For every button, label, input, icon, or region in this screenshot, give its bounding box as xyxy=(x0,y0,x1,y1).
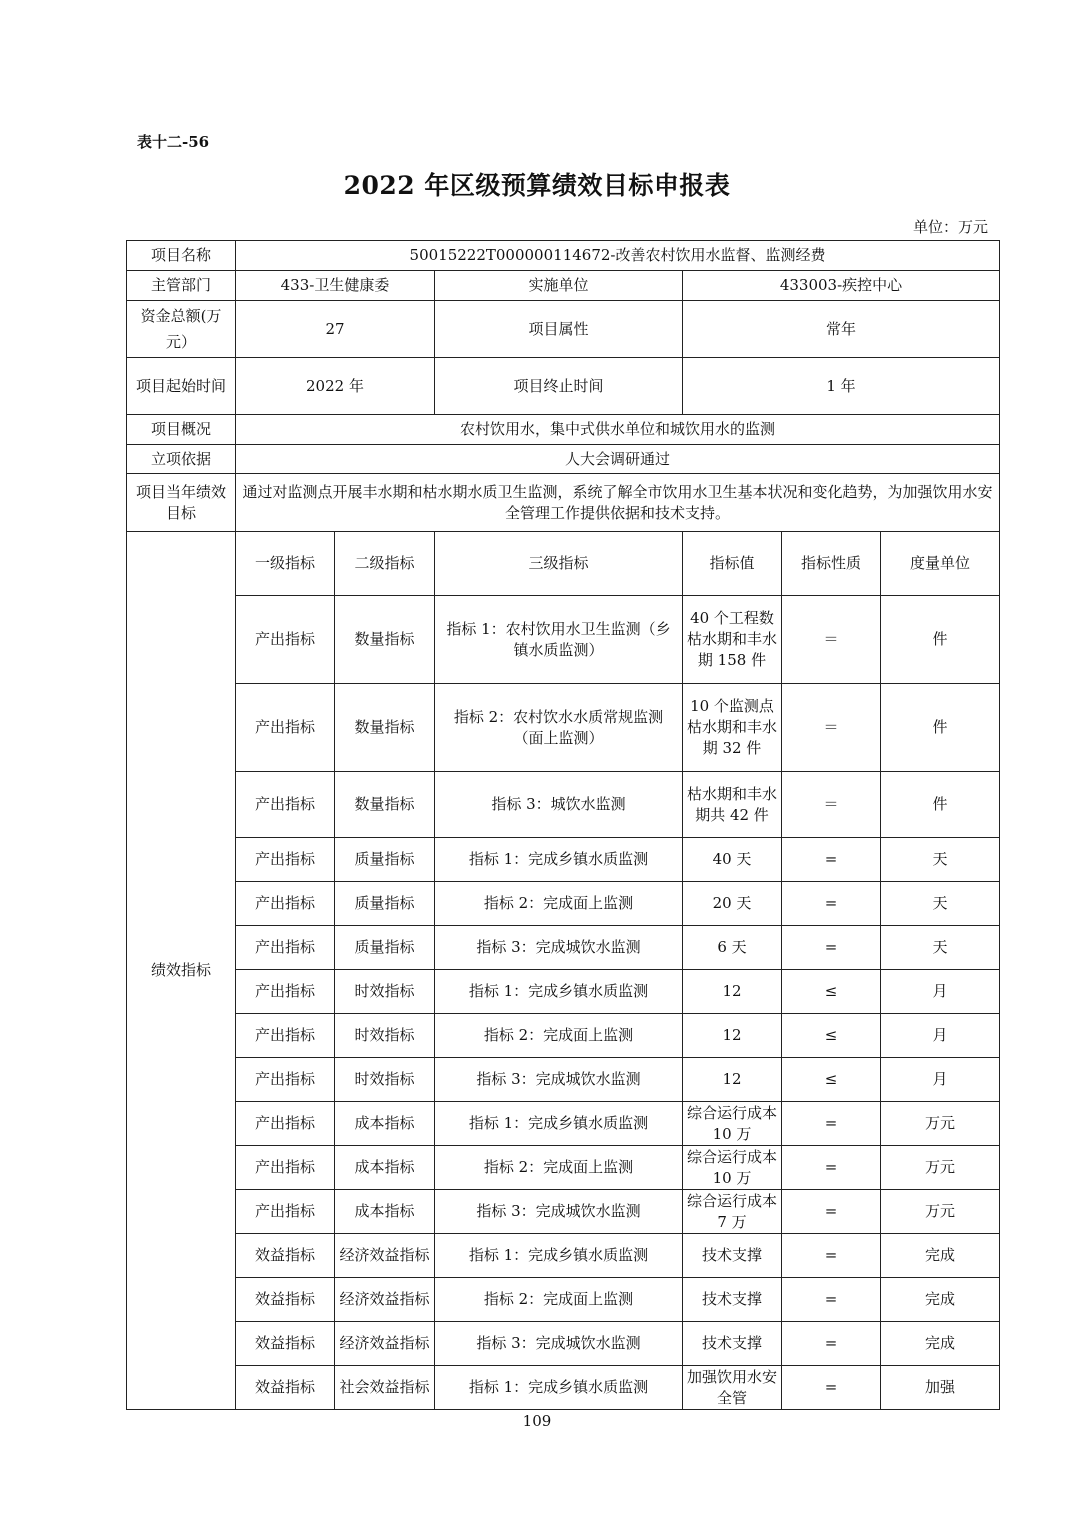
unit-cell: 件 xyxy=(881,684,1000,772)
nature-header: 指标性质 xyxy=(782,532,881,596)
level3-cell: 指标 3：完成城饮水监测 xyxy=(435,926,683,970)
indicator-row xyxy=(127,1234,1000,1278)
level2-cell: 成本指标 xyxy=(335,1146,435,1190)
unit-cell: 万元 xyxy=(881,1102,1000,1146)
unit-label: 单位：万元 xyxy=(912,218,988,236)
indicator-row xyxy=(127,596,1000,684)
level3-cell: 指标 2：农村饮水水质常规监测（面上监测） xyxy=(435,684,683,772)
row-time xyxy=(127,358,1000,415)
level3-cell: 指标 2：完成面上监测 xyxy=(435,1278,683,1322)
level1-cell: 产出指标 xyxy=(236,772,335,838)
page-number: 109 xyxy=(522,1412,552,1430)
basis-value: 人大会调研通过 xyxy=(236,445,1000,474)
level2-cell: 质量指标 xyxy=(335,838,435,882)
indicator-row xyxy=(127,1146,1000,1190)
value-cell: 加强饮用水安全管 xyxy=(683,1366,782,1410)
level1-cell: 产出指标 xyxy=(236,1102,335,1146)
nature-cell: ≤ xyxy=(782,1014,881,1058)
level3-cell: 指标 1：完成乡镇水质监测 xyxy=(435,1102,683,1146)
document-title: 2022 年区级预算绩效目标申报表 xyxy=(343,171,731,200)
level2-cell: 数量指标 xyxy=(335,684,435,772)
level1-cell: 产出指标 xyxy=(236,882,335,926)
indicator-row xyxy=(127,1102,1000,1146)
level1-cell: 产出指标 xyxy=(236,1190,335,1234)
dept-label: 主管部门 xyxy=(127,271,236,301)
value-cell: 枯水期和丰水期共 42 件 xyxy=(683,772,782,838)
end-label: 项目终止时间 xyxy=(435,358,683,415)
basis-label: 立项依据 xyxy=(127,445,236,474)
row-department xyxy=(127,271,1000,301)
value-cell: 40 个工程数枯水期和丰水期 158 件 xyxy=(683,596,782,684)
level2-cell: 时效指标 xyxy=(335,1014,435,1058)
level3-cell: 指标 1：完成乡镇水质监测 xyxy=(435,838,683,882)
unit-cell: 月 xyxy=(881,1014,1000,1058)
performance-indicators-label: 绩效指标 xyxy=(127,532,236,1410)
value-cell: 6 天 xyxy=(683,926,782,970)
attr-label: 项目属性 xyxy=(435,301,683,358)
level3-cell: 指标 1：完成乡镇水质监测 xyxy=(435,970,683,1014)
level1-cell: 产出指标 xyxy=(236,684,335,772)
value-cell: 综合运行成本 7 万 xyxy=(683,1190,782,1234)
level1-cell: 产出指标 xyxy=(236,1014,335,1058)
nature-cell: = xyxy=(782,838,881,882)
target-value: 通过对监测点开展丰水期和枯水期水质卫生监测，系统了解全市饮用水卫生基本状况和变化趋势，为加强饮用水安全管理工作提供依据和技术支持。 xyxy=(236,474,1000,532)
overview-label: 项目概况 xyxy=(127,415,236,445)
unit-cell: 月 xyxy=(881,970,1000,1014)
dept-value: 433-卫生健康委 xyxy=(236,271,435,301)
level1-cell: 效益指标 xyxy=(236,1366,335,1410)
value-cell: 20 天 xyxy=(683,882,782,926)
row-target xyxy=(127,474,1000,532)
unit-cell: 万元 xyxy=(881,1190,1000,1234)
level2-cell: 成本指标 xyxy=(335,1102,435,1146)
l2-header: 二级指标 xyxy=(335,532,435,596)
level2-cell: 时效指标 xyxy=(335,1058,435,1102)
value-cell: 综合运行成本 10 万 xyxy=(683,1102,782,1146)
nature-cell: = xyxy=(782,1234,881,1278)
level1-cell: 产出指标 xyxy=(236,926,335,970)
level2-cell: 数量指标 xyxy=(335,772,435,838)
nature-cell: = xyxy=(782,1102,881,1146)
table-body xyxy=(127,241,1000,1410)
unit-cell: 月 xyxy=(881,1058,1000,1102)
level2-cell: 经济效益指标 xyxy=(335,1278,435,1322)
impl-label: 实施单位 xyxy=(435,271,683,301)
indicator-row xyxy=(127,1366,1000,1410)
start-value: 2022 年 xyxy=(236,358,435,415)
level2-cell: 质量指标 xyxy=(335,882,435,926)
nature-cell: ≤ xyxy=(782,1058,881,1102)
level2-cell: 社会效益指标 xyxy=(335,1366,435,1410)
level3-cell: 指标 1：完成乡镇水质监测 xyxy=(435,1234,683,1278)
level1-cell: 效益指标 xyxy=(236,1322,335,1366)
nature-cell: ＝ xyxy=(782,772,881,838)
value-cell: 技术支撑 xyxy=(683,1278,782,1322)
unit-header: 度量单位 xyxy=(881,532,1000,596)
indicator-row xyxy=(127,1014,1000,1058)
level3-cell: 指标 3：城饮水监测 xyxy=(435,772,683,838)
nature-cell: ＝ xyxy=(782,596,881,684)
row-basis xyxy=(127,445,1000,474)
level2-cell: 经济效益指标 xyxy=(335,1322,435,1366)
row-fund xyxy=(127,301,1000,358)
level3-cell: 指标 3：完成城饮水监测 xyxy=(435,1322,683,1366)
fund-value: 27 xyxy=(236,301,435,358)
level1-cell: 产出指标 xyxy=(236,838,335,882)
row-overview xyxy=(127,415,1000,445)
indicator-row xyxy=(127,882,1000,926)
l1-header: 一级指标 xyxy=(236,532,335,596)
end-value: 1 年 xyxy=(683,358,1000,415)
level1-cell: 产出指标 xyxy=(236,1058,335,1102)
level2-cell: 质量指标 xyxy=(335,926,435,970)
indicator-header-row xyxy=(127,532,1000,596)
nature-cell: ＝ xyxy=(782,684,881,772)
unit-cell: 完成 xyxy=(881,1322,1000,1366)
value-cell: 10 个监测点枯水期和丰水期 32 件 xyxy=(683,684,782,772)
indicator-row xyxy=(127,772,1000,838)
level1-cell: 效益指标 xyxy=(236,1234,335,1278)
level1-cell: 产出指标 xyxy=(236,596,335,684)
unit-cell: 天 xyxy=(881,838,1000,882)
value-cell: 技术支撑 xyxy=(683,1234,782,1278)
unit-cell: 天 xyxy=(881,926,1000,970)
level3-cell: 指标 2：完成面上监测 xyxy=(435,1014,683,1058)
value-cell: 40 天 xyxy=(683,838,782,882)
unit-cell: 完成 xyxy=(881,1278,1000,1322)
impl-value: 433003-疾控中心 xyxy=(683,271,1000,301)
unit-cell: 件 xyxy=(881,772,1000,838)
level2-cell: 时效指标 xyxy=(335,970,435,1014)
nature-cell: = xyxy=(782,1146,881,1190)
unit-cell: 万元 xyxy=(881,1146,1000,1190)
level3-cell: 指标 1：完成乡镇水质监测 xyxy=(435,1366,683,1410)
value-cell: 技术支撑 xyxy=(683,1322,782,1366)
indicator-row xyxy=(127,926,1000,970)
level1-cell: 产出指标 xyxy=(236,1146,335,1190)
level2-cell: 数量指标 xyxy=(335,596,435,684)
value-cell: 12 xyxy=(683,1014,782,1058)
target-label: 项目当年绩效目标 xyxy=(127,474,236,532)
row-project-name xyxy=(127,241,1000,271)
nature-cell: = xyxy=(782,926,881,970)
overview-value: 农村饮用水，集中式供水单位和城饮用水的监测 xyxy=(236,415,1000,445)
unit-cell: 天 xyxy=(881,882,1000,926)
level3-cell: 指标 3：完成城饮水监测 xyxy=(435,1058,683,1102)
level3-cell: 指标 2：完成面上监测 xyxy=(435,1146,683,1190)
nature-cell: = xyxy=(782,882,881,926)
nature-cell: = xyxy=(782,1366,881,1410)
nature-cell: = xyxy=(782,1190,881,1234)
table-label xyxy=(137,131,209,152)
value-cell: 综合运行成本 10 万 xyxy=(683,1146,782,1190)
nature-cell: = xyxy=(782,1278,881,1322)
nature-cell: = xyxy=(782,1322,881,1366)
level2-cell: 成本指标 xyxy=(335,1190,435,1234)
start-label: 项目起始时间 xyxy=(127,358,236,415)
fund-label: 资金总额(万元） xyxy=(127,301,236,358)
unit-cell: 完成 xyxy=(881,1234,1000,1278)
attr-value: 常年 xyxy=(683,301,1000,358)
level3-cell: 指标 2：完成面上监测 xyxy=(435,882,683,926)
value-header: 指标值 xyxy=(683,532,782,596)
indicator-row xyxy=(127,684,1000,772)
l3-header: 三级指标 xyxy=(435,532,683,596)
unit-cell: 加强 xyxy=(881,1366,1000,1410)
value-cell: 12 xyxy=(683,970,782,1014)
level2-cell: 经济效益指标 xyxy=(335,1234,435,1278)
indicator-row xyxy=(127,838,1000,882)
level3-cell: 指标 3：完成城饮水监测 xyxy=(435,1190,683,1234)
nature-cell: ≤ xyxy=(782,970,881,1014)
indicator-row xyxy=(127,970,1000,1014)
indicator-row xyxy=(127,1322,1000,1366)
value-cell: 12 xyxy=(683,1058,782,1102)
level1-cell: 效益指标 xyxy=(236,1278,335,1322)
level1-cell: 产出指标 xyxy=(236,970,335,1014)
level3-cell: 指标 1：农村饮用水卫生监测（乡镇水质监测） xyxy=(435,596,683,684)
project-name-label: 项目名称 xyxy=(127,241,236,271)
budget-performance-table xyxy=(126,240,1000,1410)
indicator-row xyxy=(127,1278,1000,1322)
unit-cell: 件 xyxy=(881,596,1000,684)
table-label-text: 表十二-56 xyxy=(137,133,210,151)
project-name-value: 50015222T000000114672-改善农村饮用水监督、监测经费 xyxy=(236,241,1000,271)
indicator-row xyxy=(127,1058,1000,1102)
indicator-row xyxy=(127,1190,1000,1234)
